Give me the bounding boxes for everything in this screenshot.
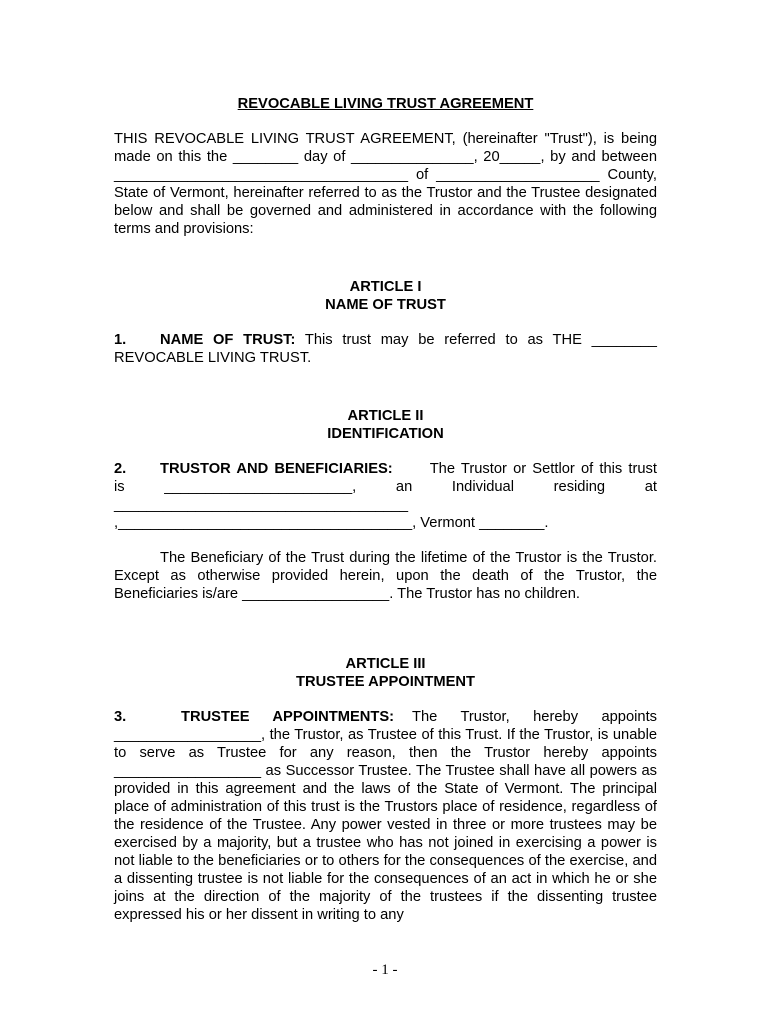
beneficiary-paragraph: The Beneficiary of the Trust during the lifetime of the Trustor is the Trustor. Except as otherwise provided herein, upon the death of the Trustor, the Beneficiaries is/are __________________. The Trustor has no children. <box>114 550 657 602</box>
article-2-number: ARTICLE II <box>347 408 424 424</box>
section-3 <box>114 708 657 924</box>
intro-line-3: ____________________________________ of ____________________ County, <box>114 167 657 183</box>
section-2-line-3: ____________________________________ <box>114 497 409 513</box>
section-1-line-2: REVOCABLE LIVING TRUST. <box>114 350 312 366</box>
intro-line-2: made on this the ________ day of _______________, 20_____, by and between <box>114 149 657 165</box>
document-body <box>114 95 657 924</box>
section-3-line-1 <box>114 708 657 726</box>
intro-rest: State of Vermont, hereinafter referred to as the Trustor and the Trustee designated below and shall be governed and administered in accordance with the following terms and provisions: <box>114 185 657 237</box>
section-2 <box>114 460 657 532</box>
section-2-line-1-tail: The Trustor or Settlor of this trust <box>429 461 657 477</box>
section-2-title: TRUSTOR AND BENEFICIARIES: <box>160 461 393 477</box>
article-1-heading: NAME OF TRUST <box>325 297 446 313</box>
section-1 <box>114 331 657 367</box>
section-3-number: 3. <box>114 709 127 725</box>
article-2-heading: IDENTIFICATION <box>327 426 444 442</box>
section-2-number: 2. <box>114 461 127 477</box>
section-1-line-1 <box>114 331 657 349</box>
article-1-number: ARTICLE I <box>349 279 422 295</box>
section-2-line-1 <box>114 460 657 478</box>
article-3-number: ARTICLE III <box>345 656 426 672</box>
intro-paragraph <box>114 130 657 238</box>
section-2-line-4: ,____________________________________, Vermont ________. <box>114 515 549 531</box>
section-1-title: NAME OF TRUST: <box>160 332 296 348</box>
page-number: - 1 - <box>372 962 398 978</box>
section-1-text: This trust may be referred to as THE ________ <box>295 332 657 348</box>
section-1-number: 1. <box>114 332 127 348</box>
section-3-line-1-tail: The Trustor, hereby appoints <box>412 709 657 725</box>
section-3-title: TRUSTEE APPOINTMENTS: <box>181 709 395 725</box>
document-title: REVOCABLE LIVING TRUST AGREEMENT <box>237 96 534 112</box>
article-3-heading: TRUSTEE APPOINTMENT <box>296 674 475 690</box>
intro-line-1: THIS REVOCABLE LIVING TRUST AGREEMENT, (hereinafter "Trust"), is being <box>114 131 657 147</box>
section-2-line-2: is _______________________, an Individual residing at <box>114 479 657 495</box>
section-3-body: __________________, the Trustor, as Trustee of this Trust. If the Trustor, is unable to serve as Trustee for any reason, then the Trustor hereby appoints __________________ as Successor Trustee. The Trustee shall have all powers as provided in this agreement and the laws of the State of Vermont. The principal place of administration of this trust is the Trustors place of residence, regardless of the residence of the Trustee. Any power vested in three or more trustees may be exercised by a majority, but a trustee who has not joined in exercising a power is not liable to the beneficiaries or to others for the consequences of the exercise, and a dissenting trustee is not liable for the consequences of an act in which he or she joins at the direction of the majority of the trustees if the dissenting trustee expressed his or her dissent in writing to any <box>114 727 657 923</box>
